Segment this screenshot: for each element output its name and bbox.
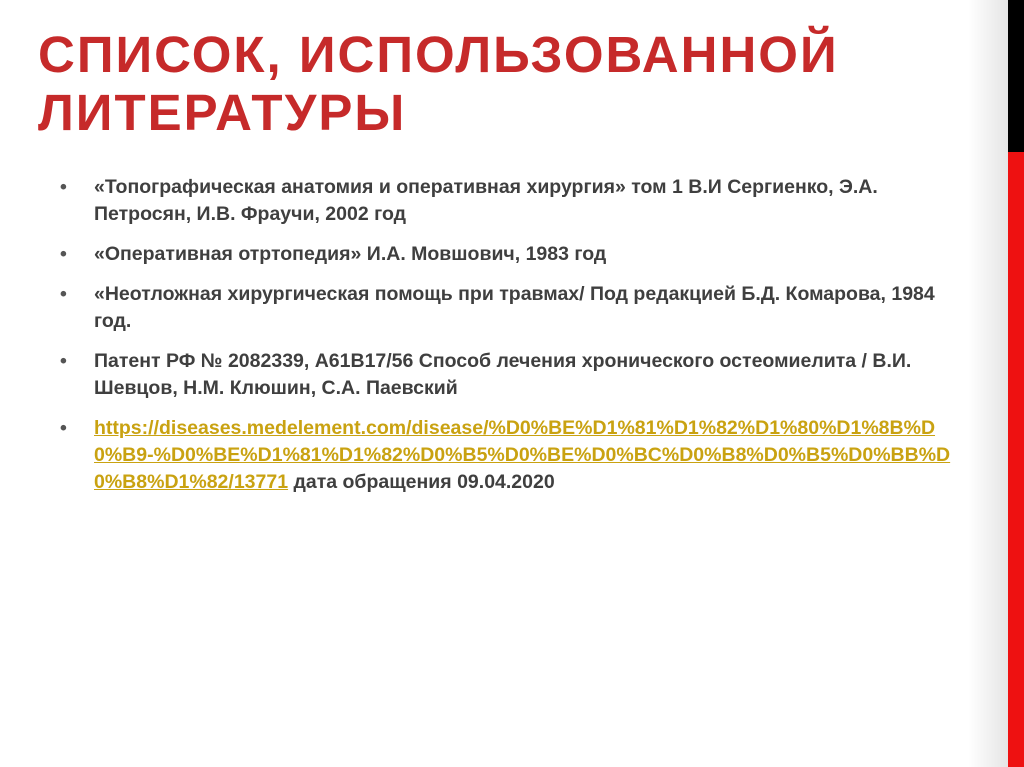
bullet-icon: • — [60, 243, 67, 265]
access-date-text: дата обращения 09.04.2020 — [288, 471, 555, 493]
accent-bar-top — [1008, 0, 1024, 152]
reference-item — [60, 241, 960, 268]
reference-text: «Неотложная хирургическая помощь при травмах/ Под редакцией Б.Д. Комарова, 1984 год. — [94, 283, 935, 332]
reference-item — [60, 348, 960, 402]
bullet-icon: • — [60, 176, 67, 198]
bullet-icon: • — [60, 283, 67, 305]
reference-text: «Топографическая анатомия и оперативная хирургия» том 1 В.И Сергиенко, Э.А. Петросян, И.В. Фраучи, 2002 год — [94, 176, 878, 225]
accent-bar-bottom — [1008, 152, 1024, 767]
bullet-icon: • — [60, 350, 67, 372]
reference-item — [60, 281, 960, 335]
reference-text: Патент РФ № 2082339, А61В17/56 Способ лечения хронического остеомиелита / В.И. Шевцов, Н.М. Клюшин, С.А. Паевский — [94, 350, 912, 399]
reference-item-link — [60, 415, 960, 496]
reference-list — [60, 174, 960, 509]
slide-title: СПИСОК, ИСПОЛЬЗОВАННОЙ ЛИТЕРАТУРЫ — [38, 26, 839, 141]
slide-edge-shadow — [968, 0, 1008, 767]
bullet-icon: • — [60, 417, 67, 439]
reference-text: «Оперативная отртопедия» И.А. Мовшович, 1983 год — [94, 243, 607, 265]
reference-item — [60, 174, 960, 228]
reference-url-link[interactable]: https://diseases.medelement.com/disease/%D0%BE%D1%81%D1%82%D1%80%D1%8B%D0%B9-%D0%BE%D1%81%D1%82%D0%B5%D0%BE%D0%BC%D0%B8%D0%B5%D0%BB%D0%B8%D1%82/13771 — [94, 417, 951, 493]
